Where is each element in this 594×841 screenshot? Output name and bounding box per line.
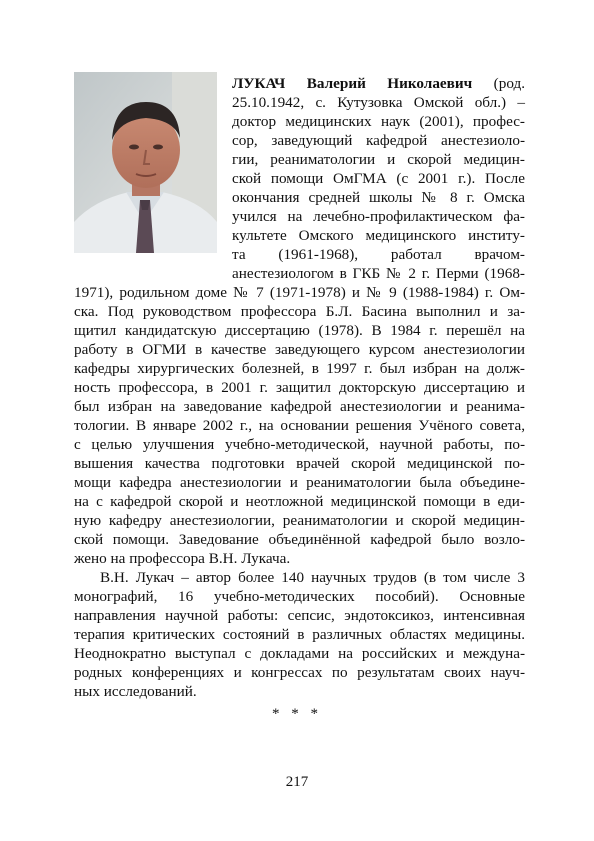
bio-line: жено на профессора В.Н. Лукача.: [74, 550, 291, 567]
bio-line: мощи кафедра анестезиологии и реаниматологии была объедине-: [74, 474, 525, 491]
bio-first-line: [232, 74, 525, 93]
bio-line: ную кафедру анестезиологии, реаниматологии и скорой медицин-: [74, 512, 525, 529]
para2-line: родных конференциях и конгрессах по результатам своих науч-: [74, 664, 525, 681]
bio-line: окончания средней школы № 8 г. Омска: [232, 189, 525, 206]
bio-line: на с кафедрой скорой и неотложной медицинской помощи в еди-: [74, 493, 525, 510]
bio-line: тологии. В январе 2002 г., на основании решения Учёного совета,: [74, 417, 525, 434]
section-separator: * * *: [272, 706, 322, 722]
bio-line: ность профессора, в 2001 г. защитил докторскую диссертацию и: [74, 379, 525, 396]
para2-line: ных исследований.: [74, 683, 197, 700]
bio-line: сор, заведующий кафедрой анестезиоло-: [232, 132, 525, 149]
para2-line: терапия критических состояний в различных областях медицины.: [74, 626, 525, 643]
bio-line: ской помощи ОмГМА (с 2001 г.). После: [232, 170, 525, 187]
bio-line: вышения качества подготовки врачей скорой медицинской по-: [74, 455, 525, 472]
bio-line: учился на лечебно-профилактическом фа-: [232, 208, 525, 225]
bio-line: с целью улучшения учебно-методической, научной работы, по-: [74, 436, 525, 453]
bio-line: ска. Под руководством профессора Б.Л. Басина выполнил и за-: [74, 303, 525, 320]
bio-line: работу в ОГМИ в качестве заведующего курсом анестезиологии: [74, 341, 525, 358]
bio-text-fragment: (род.: [493, 75, 526, 92]
bio-line: та (1961-1968), работал врачом-: [232, 246, 525, 263]
bio-line: анестезиологом в ГКБ № 2 г. Перми (1968-: [232, 265, 525, 282]
person-name: ЛУКАЧ Валерий Николаевич: [232, 75, 473, 92]
bio-line: культете Омского медицинского институ-: [232, 227, 525, 244]
bio-line: гии, реаниматологии и скорой медицин-: [232, 151, 525, 168]
bio-line: доктор медицинских наук (2001), профес-: [232, 113, 525, 130]
bio-line: щитил кандидатскую диссертацию (1978). В 1984 г. перешёл на: [74, 322, 525, 339]
bio-line: 25.10.1942, с. Кутузовка Омской обл.) –: [232, 94, 525, 111]
para2-line: В.Н. Лукач – автор более 140 научных трудов (в том числе 3: [100, 569, 525, 586]
bio-line: был избран на заведование кафедрой анестезиологии и реанима-: [74, 398, 525, 415]
page-number: 217: [285, 774, 309, 790]
para2-line: Неоднократно выступал с докладами на российских и междуна-: [74, 645, 525, 662]
para2-line: монографий, 16 учебно-методических пособий). Основные: [74, 588, 525, 605]
bio-line: 1971), родильном доме № 7 (1971-1978) и № 9 (1988-1984) г. Ом-: [74, 284, 525, 301]
bio-line: ской помощи. Заведование объединённой кафедрой было возло-: [74, 531, 525, 548]
bio-line: кафедры хирургических болезней, в 1997 г. был избран на долж-: [74, 360, 525, 377]
para2-line: направления научной работы: сепсис, эндотоксикоз, интенсивная: [74, 607, 525, 624]
portrait-photo: [74, 72, 217, 253]
